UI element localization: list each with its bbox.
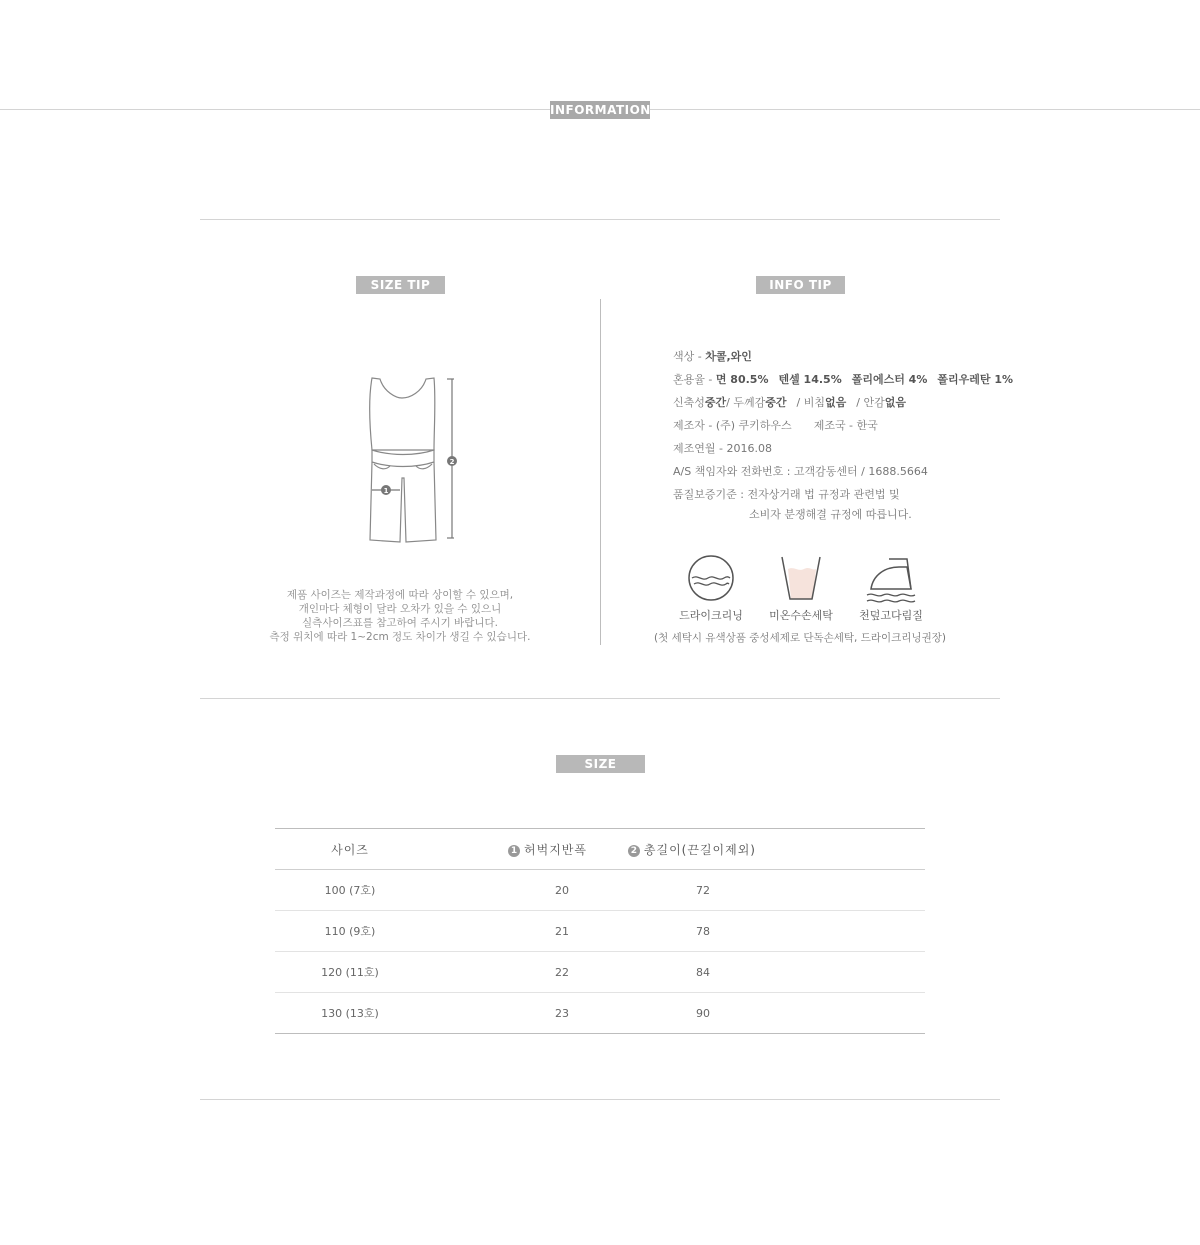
size-badge: SIZE xyxy=(556,755,645,773)
cell-size: 130 (13호) xyxy=(275,993,425,1034)
information-badge: INFORMATION xyxy=(550,103,651,117)
care-label: 천덮고다림질 xyxy=(859,609,923,622)
header-marker-2: 2 xyxy=(628,845,640,857)
cell-length: 72 xyxy=(587,870,757,911)
jumpsuit-diagram xyxy=(350,370,470,550)
size-note xyxy=(200,588,600,644)
blend-value: 폴리에스터 4% xyxy=(851,373,928,386)
cell-thigh: 22 xyxy=(425,952,587,993)
fabric-feel-row: 신축성중간/ 두께감중간 / 비침없음 / 안감없음 xyxy=(673,396,906,409)
iron-with-cloth-icon xyxy=(863,553,919,603)
dry-cleaning-icon xyxy=(686,553,736,603)
lukewarm-hand-wash-icon xyxy=(776,553,826,603)
info-tip-badge: INFO TIP xyxy=(756,276,845,294)
size-note-line: 제품 사이즈는 제작과정에 따라 상이할 수 있으며, xyxy=(286,589,514,601)
header-size: 사이즈 xyxy=(275,829,425,870)
header-marker-1: 1 xyxy=(508,845,520,857)
table-row xyxy=(275,952,925,993)
column-divider xyxy=(600,299,601,645)
color-value: 차콜,와인 xyxy=(705,350,752,363)
cell-size: 100 (7호) xyxy=(275,870,425,911)
blend-value: 텐셀 14.5% xyxy=(778,373,842,386)
table-row xyxy=(275,911,925,952)
cell-size: 110 (9호) xyxy=(275,911,425,952)
date-row: 제조연월 - 2016.08 xyxy=(673,442,772,455)
size-tip-badge: SIZE TIP xyxy=(356,276,445,294)
section-divider-2 xyxy=(200,698,1000,699)
size-note-line: 개인마다 체형이 달라 오차가 있을 수 있으니 xyxy=(298,603,502,615)
cell-thigh: 20 xyxy=(425,870,587,911)
care-iron xyxy=(856,553,926,623)
blend-value: 폴리우레탄 1% xyxy=(937,373,1013,386)
cell-thigh: 23 xyxy=(425,993,587,1034)
as-row: A/S 책임자와 전화번호 : 고객감동센터 / 1688.5664 xyxy=(673,465,928,478)
cell-length: 84 xyxy=(587,952,757,993)
care-label: 미온수손세탁 xyxy=(769,609,833,622)
header-thigh: 1 허벅지반폭 xyxy=(425,829,587,870)
marker-1-label: 1 xyxy=(383,487,389,495)
blend-row: 혼용율 - 면 80.5% 텐셀 14.5% 폴리에스터 4% 폴리우레탄 1% xyxy=(673,373,1013,386)
size-note-line: 측정 위치에 따라 1~2cm 정도 차이가 생길 수 있습니다. xyxy=(269,631,531,643)
size-table xyxy=(275,828,925,1034)
cell-size: 120 (11호) xyxy=(275,952,425,993)
warranty-row-2: 소비자 분쟁해결 규정에 따릅니다. xyxy=(749,508,912,521)
color-row: 색상 - 차콜,와인 xyxy=(673,350,752,363)
care-label: 드라이크리닝 xyxy=(679,609,743,622)
size-note-line: 실측사이즈표를 참고하여 주시기 바랍니다. xyxy=(302,617,498,629)
blend-value: 면 80.5% xyxy=(715,373,769,386)
table-row xyxy=(275,993,925,1034)
maker-row: 제조자 - (주) 쿠키하우스 제조국 - 한국 xyxy=(673,419,878,432)
table-header-row xyxy=(275,829,925,870)
section-divider-1 xyxy=(200,219,1000,220)
care-note: (첫 세탁시 유색상품 중성세제로 단독손세탁, 드라이크리닝권장) xyxy=(654,632,946,644)
header-length: 2 총길이(끈길이제외) xyxy=(587,829,757,870)
marker-2-label: 2 xyxy=(449,458,455,466)
bottom-divider xyxy=(200,1099,1000,1100)
care-dry-cleaning xyxy=(676,553,746,623)
cell-thigh: 21 xyxy=(425,911,587,952)
warranty-row: 품질보증기준 : 전자상거래 법 규정과 관련법 및 xyxy=(673,488,900,501)
table-row xyxy=(275,870,925,911)
product-info-list xyxy=(673,347,1013,528)
cell-length: 78 xyxy=(587,911,757,952)
care-hand-wash xyxy=(766,553,836,623)
cell-length: 90 xyxy=(587,993,757,1034)
